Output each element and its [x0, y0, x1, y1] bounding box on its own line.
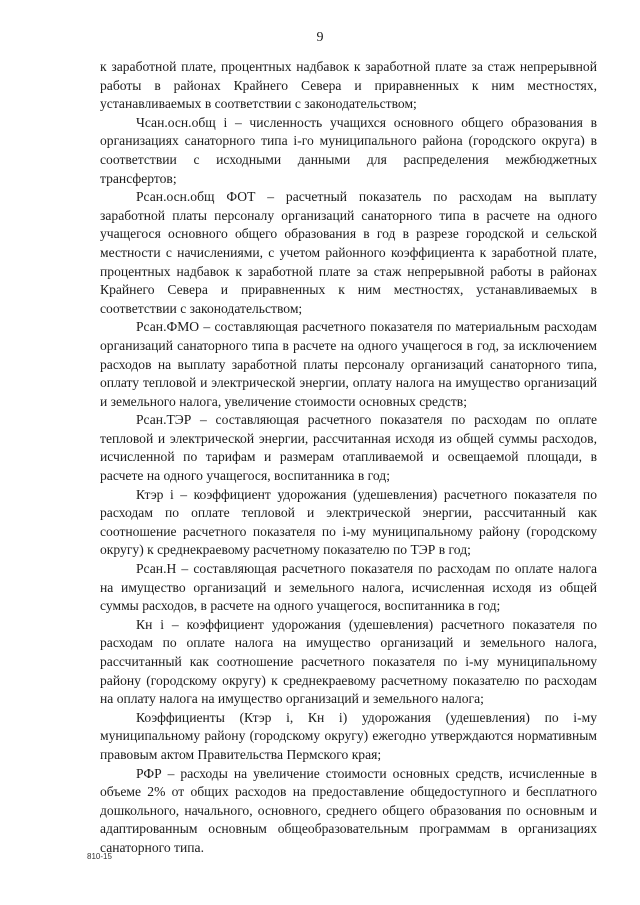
paragraph-rsan-ter: Рсан.ТЭР – составляющая расчетного показателя по расходам по оплате тепловой и электрической энергии, рассчитанная исходя из общей суммы расходов, исчисленной по тарифам и размерам отапливаемой и освещаемой площади, в расчете на одного учащегося, воспитанника в год;	[100, 412, 597, 484]
paragraph-rsan-osn-obsch-fot: Рсан.осн.общ ФОТ – расчетный показатель по расходам на выплату заработной платы персоналу организаций санаторного типа в расчете на одного учащегося основного общего образования в год в разрезе городской и сельской местности с начислениями, с учетом районного коэффициента к заработной плате, процентных надбавок к заработной плате за стаж непрерывной работы в районах Крайнего Севера и приравненных к ним местностях, устанавливаемых в соответствии с законодательством;	[100, 189, 597, 316]
page-number: 9	[316, 30, 324, 45]
paragraph-kn: Кн i – коэффициент удорожания (удешевления) расчетного показателя по расходам по оплате налога на имущество организаций и земельного налога, рассчитанный как соотношение расчетного показателя по i-му муниципальному району (городскому округу) к среднекраевому расчетному показателю по расходам на оплату налога на имущество организаций и земельного налога;	[100, 616, 597, 707]
paragraph-rsan-fmo: Рсан.ФМО – составляющая расчетного показателя по материальным расходам организаций санаторного типа в расчете на одного учащегося в год, за исключением расходов на выплату заработной платы персоналу организаций санаторного типа, оплату тепловой и электрической энергии, оплату налога на имущество организаций и земельного налога, увеличение стоимости основных средств;	[100, 319, 597, 409]
paragraph-rsan-n: Рсан.Н – составляющая расчетного показателя по расходам по оплате налога на имущество организаций и земельного налога, исчисленная исходя из общей суммы расходов, в расчете на одного учащегося, воспитанника в год;	[100, 561, 597, 614]
document-body	[100, 58, 597, 858]
paragraph-coefficients: Коэффициенты (Ктэр i, Кн i) удорожания (удешевления) по i-му муниципальному району (городскому округу) ежегодно утверждаются нормативным правовым актом Правительства Пермского края;	[100, 709, 597, 762]
paragraph-kter: Ктэр i – коэффициент удорожания (удешевления) расчетного показателя по расходам по оплате тепловой и электрической энергии, рассчитанный как соотношение расчетного показателя по i-му муниципальному району (городскому округу) к среднекраевому расчетному показателю по ТЭР в год;	[100, 486, 597, 558]
paragraph-chsan-osn-obsch: Чсан.осн.общ i – численность учащихся основного общего образования в организациях санаторного типа i-го муниципального района (городского округа) в соответствии с исходными данными для распределения межбюджетных трансфертов;	[100, 114, 597, 186]
paragraph-rfr: РФР – расходы на увеличение стоимости основных средств, исчисленные в объеме 2% от общих расходов на предоставление общедоступного и бесплатного дошкольного, начального, основного, среднего общего образования по основным и адаптированным основным общеобразовательным программам в организациях санаторного типа.	[100, 765, 597, 855]
paragraph-continuation: к заработной плате, процентных надбавок к заработной плате за стаж непрерывной работы в районах Крайнего Севера и приравненных к ним местностях, устанавливаемых в соответствии с законодательством;	[100, 59, 597, 112]
document-code: 810-15	[87, 852, 112, 861]
